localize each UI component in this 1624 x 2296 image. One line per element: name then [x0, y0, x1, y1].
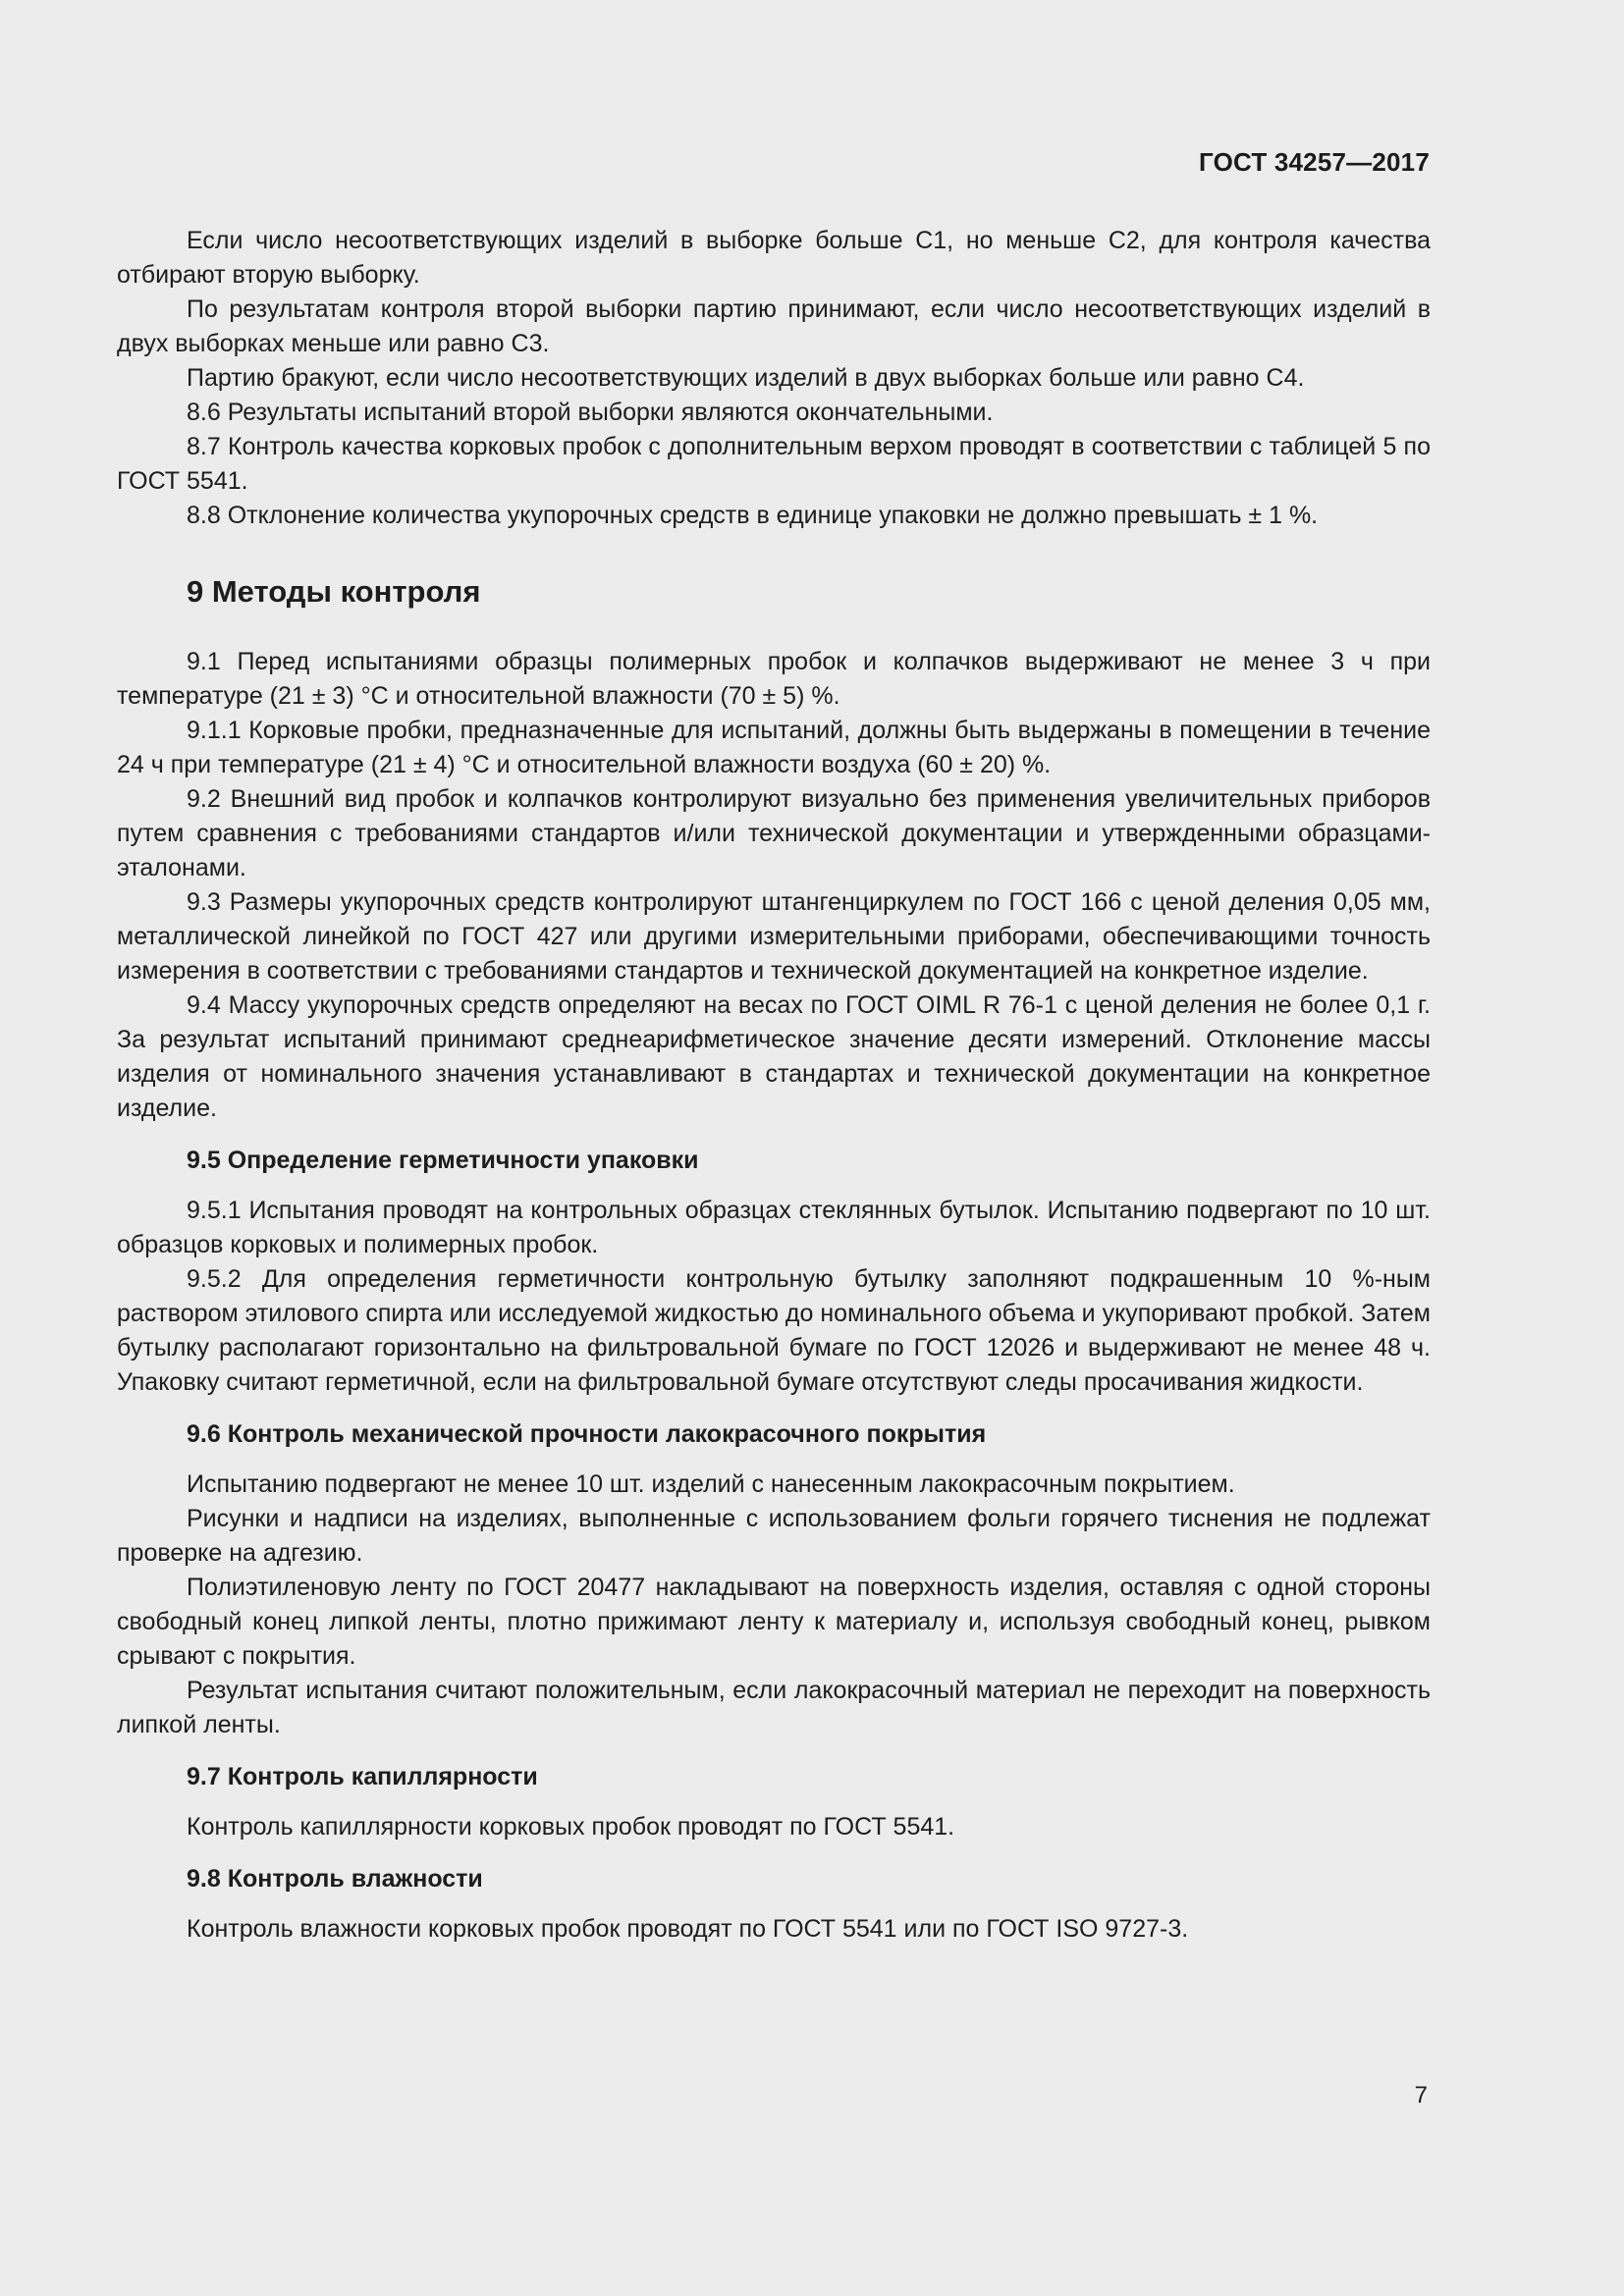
paragraph: 8.7 Контроль качества корковых пробок с дополнительным верхом проводят в соответствии с таблицей 5 по ГОСТ 5541. — [117, 433, 1431, 495]
paragraph: Партию бракуют, если число несоответствующих изделий в двух выборках больше или равно С4. — [187, 364, 1305, 392]
paragraph: 9.1 Перед испытаниями образцы полимерных пробок и колпачков выдерживают не менее 3 ч при температуре (21 ± 3) °С и относительной влажности (70 ± 5) %. — [117, 648, 1431, 710]
paragraph: Контроль капиллярности корковых пробок проводят по ГОСТ 5541. — [187, 1813, 955, 1841]
subsection-heading-9-5: 9.5 Определение герметичности упаковки — [187, 1147, 699, 1174]
paragraph: Испытанию подвергают не менее 10 шт. изделий с нанесенным лакокрасочным покрытием. — [187, 1470, 1235, 1498]
paragraph: Если число несоответствующих изделий в выборке больше С1, но меньше С2, для контроля качества отбирают вторую выборку. — [117, 227, 1431, 289]
paragraph: 9.5.2 Для определения герметичности контрольную бутылку заполняют подкрашенным 10 %-ным раствором этилового спирта или исследуемой жидкостью до номинального объема и укупоривают пробкой. Затем бутылку располагают горизонтально на фильтровальной бумаге по ГОСТ 12026 и выдерживают не менее 48 ч. Упаковку считают герметичной, если на фильтровальной бумаге отсутствуют следы просачивания жидкости. — [117, 1265, 1431, 1396]
paragraph: Рисунки и надписи на изделиях, выполненные с использованием фольги горячего тиснения не подлежат проверке на адгезию. — [117, 1505, 1431, 1567]
subsection-heading-9-6: 9.6 Контроль механической прочности лакокрасочного покрытия — [187, 1420, 987, 1448]
paragraph: 9.1.1 Корковые пробки, предназначенные для испытаний, должны быть выдержаны в помещении в течение 24 ч при температуре (21 ± 4) °С и относительной влажности воздуха (60 ± 20) %. — [117, 717, 1431, 778]
section-heading-9: 9 Методы контроля — [187, 574, 481, 609]
subsection-heading-9-7: 9.7 Контроль капиллярности — [187, 1763, 538, 1790]
paragraph: По результатам контроля второй выборки партию принимают, если число несоответствующих изделий в двух выборках меньше или равно С3. — [117, 295, 1431, 357]
page-number: 7 — [1414, 2082, 1428, 2109]
paragraph: Результат испытания считают положительным, если лакокрасочный материал не переходит на поверхность липкой ленты. — [117, 1677, 1431, 1738]
document-body — [117, 224, 1431, 1947]
paragraph: Полиэтиленовую ленту по ГОСТ 20477 накладывают на поверхность изделия, оставляя с одной стороны свободный конец липкой ленты, плотно прижимают ленту к материалу и, используя свободный конец, рывком срывают с покрытия. — [117, 1574, 1431, 1670]
paragraph: 8.8 Отклонение количества укупорочных средств в единице упаковки не должно превышать ± 1 %. — [187, 502, 1319, 529]
paragraph: 9.5.1 Испытания проводят на контрольных образцах стеклянных бутылок. Испытанию подвергают по 10 шт. образцов корковых и полимерных пробок. — [117, 1197, 1431, 1258]
paragraph: 9.3 Размеры укупорочных средств контролируют штангенциркулем по ГОСТ 166 с ценой деления 0,05 мм, металлической линейкой по ГОСТ 427 или другими измерительными приборами, обеспечивающими точность измерения в соответствии с требованиями стандартов и технической документацией на конкретное изделие. — [117, 888, 1431, 985]
paragraph: 9.2 Внешний вид пробок и колпачков контролируют визуально без применения увеличительных приборов путем сравнения с требованиями стандартов и/или технической документации и утвержденными образцами-эталонами. — [117, 785, 1431, 881]
paragraph: Контроль влажности корковых пробок проводят по ГОСТ 5541 или по ГОСТ ISO 9727-3. — [187, 1915, 1189, 1943]
paragraph: 8.6 Результаты испытаний второй выборки являются окончательными. — [187, 399, 994, 426]
document-header: ГОСТ 34257—2017 — [1199, 147, 1430, 177]
subsection-heading-9-8: 9.8 Контроль влажности — [187, 1865, 483, 1893]
paragraph: 9.4 Массу укупорочных средств определяют на весах по ГОСТ OIML R 76-1 с ценой деления не более 0,1 г. За результат испытаний принимают среднеарифметическое значение десяти измерений. Отклонение массы изделия от номинального значения устанавливают в стандартах и технической документации на конкретное изделие. — [117, 991, 1431, 1122]
